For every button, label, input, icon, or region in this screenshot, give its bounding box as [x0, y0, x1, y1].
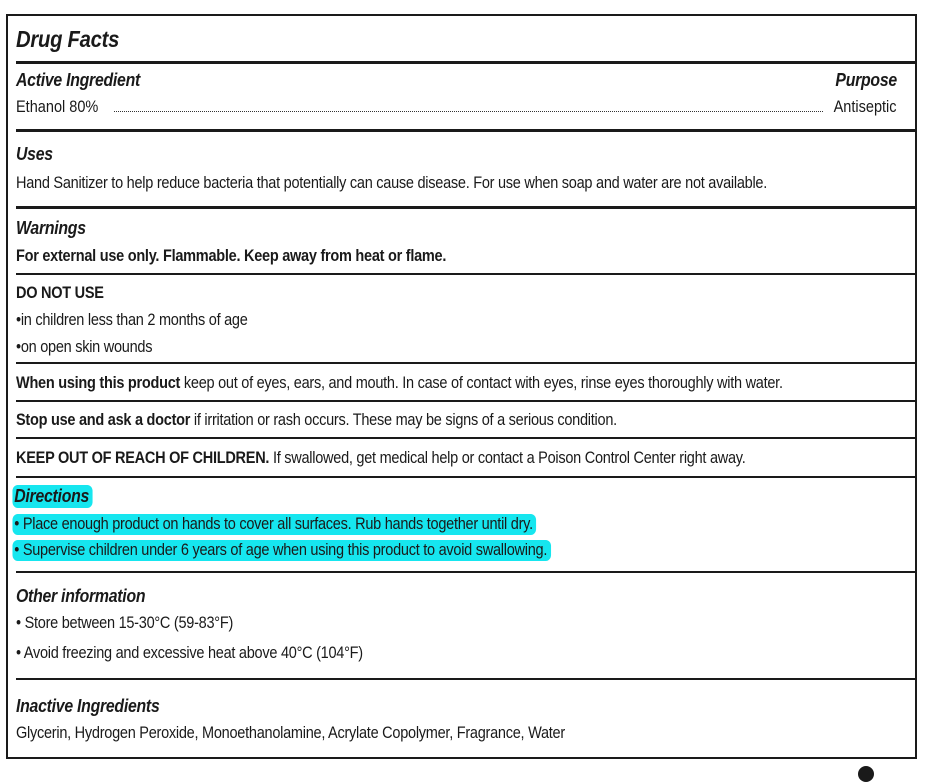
other-info-item: • Avoid freezing and excessive heat above 40°C (104°F) [16, 644, 363, 662]
inactive-ingredients-heading: Inactive Ingredients [16, 696, 160, 716]
purpose-heading: Purpose [835, 70, 897, 90]
divider [16, 476, 915, 478]
divider [16, 61, 915, 64]
divider [16, 273, 915, 275]
other-info-heading: Other information [16, 586, 146, 606]
stop-use-text: if irritation or rash occurs. These may be signs of a serious condition. [190, 411, 617, 429]
decorative-mark [858, 766, 874, 782]
divider [16, 678, 915, 680]
do-not-use-item: •on open skin wounds [16, 338, 153, 356]
warnings-text: For external use only. Flammable. Keep away from heat or flame. [16, 247, 447, 265]
active-ingredient-heading: Active Ingredient [16, 70, 141, 90]
active-ingredient-row [16, 98, 897, 117]
keep-out-line [16, 449, 745, 468]
divider [16, 362, 915, 364]
keep-out-text: If swallowed, get medical help or contact a Poison Control Center right away. [269, 449, 746, 467]
active-ingredient-purpose: Antiseptic [834, 98, 897, 116]
uses-heading: Uses [16, 144, 53, 164]
when-using-label: When using this product [16, 374, 181, 392]
when-using-line [16, 374, 783, 393]
stop-use-line [16, 411, 617, 430]
divider [16, 571, 915, 573]
divider [16, 400, 915, 402]
do-not-use-item: •in children less than 2 months of age [16, 311, 248, 329]
divider [16, 129, 915, 132]
directions-item: • Place enough product on hands to cover all surfaces. Rub hands together until dry. [16, 515, 536, 534]
directions-item: • Supervise children under 6 years of age when using this product to avoid swallowing. [16, 541, 551, 560]
divider [16, 437, 915, 439]
drug-facts-panel [6, 14, 917, 759]
leader-dots [114, 111, 824, 112]
stop-use-label: Stop use and ask a doctor [16, 411, 191, 429]
other-info-item: • Store between 15-30°C (59-83°F) [16, 614, 234, 632]
when-using-text: keep out of eyes, ears, and mouth. In case of contact with eyes, rinse eyes thoroughly with water. [180, 374, 783, 392]
directions-heading: Directions [16, 486, 93, 507]
keep-out-label: KEEP OUT OF REACH OF CHILDREN. [16, 449, 270, 467]
inactive-ingredients-text: Glycerin, Hydrogen Peroxide, Monoethanolamine, Acrylate Copolymer, Fragrance, Water [16, 724, 565, 742]
active-ingredient-name: Ethanol 80% [16, 98, 99, 116]
warnings-heading: Warnings [16, 218, 86, 238]
page-title: Drug Facts [16, 26, 120, 52]
divider [16, 206, 915, 209]
uses-text: Hand Sanitizer to help reduce bacteria that potentially can cause disease. For use when soap and water are not available. [16, 174, 768, 192]
do-not-use-heading: DO NOT USE [16, 284, 104, 302]
